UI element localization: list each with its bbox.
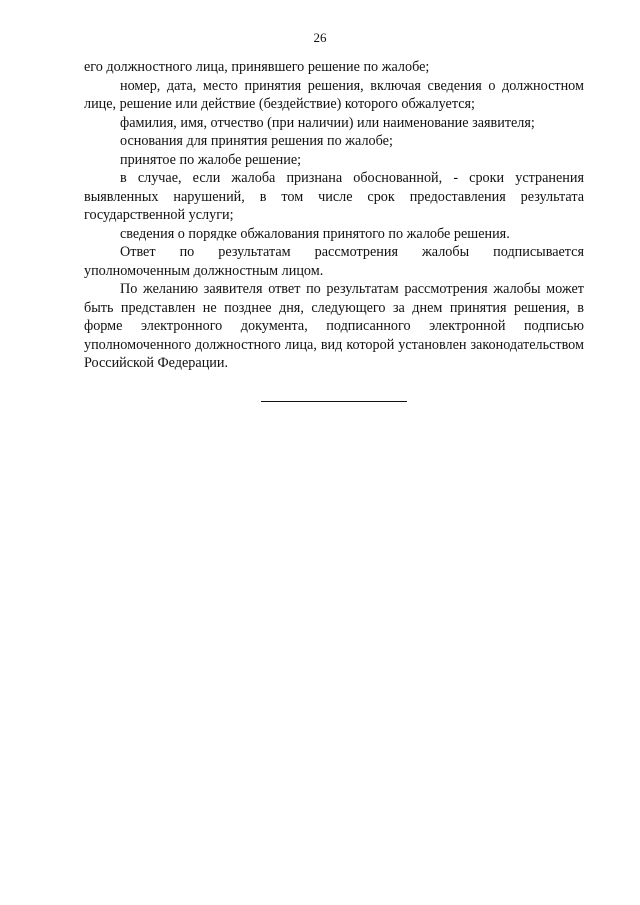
paragraph: принятое по жалобе решение;: [120, 151, 302, 168]
end-of-text-rule: [261, 401, 407, 402]
paragraph: номер, дата, место принятия решения, включая сведения о должностном лице, решение или действие (бездействие) которого обжалуется;: [84, 77, 584, 112]
paragraph: фамилия, имя, отчество (при наличии) или наименование заявителя;: [120, 114, 535, 131]
paragraph: По желанию заявителя ответ по результатам рассмотрения жалобы может быть представлен не позднее дня, следующего за днем принятия решения, в форме электронного документа, подписанного электронной подписью уполномоченного должностного лица, вид которой установлен законодательством Российской Федерации.: [84, 281, 584, 371]
page-number: 26: [313, 30, 327, 45]
paragraph: Ответ по результатам рассмотрения жалобы подписывается уполномоченным должностным лицом.: [84, 244, 584, 279]
document-body: [84, 58, 584, 373]
paragraph: основания для принятия решения по жалобе;: [120, 133, 393, 149]
paragraph: в случае, если жалоба признана обоснованной, - сроки устранения выявленных нарушений, в том числе срок предоставления результата государственной услуги;: [84, 170, 584, 223]
paragraph: его должностного лица, принявшего решение по жалобе;: [84, 59, 430, 75]
paragraph: сведения о порядке обжалования принятого по жалобе решения.: [120, 225, 510, 242]
